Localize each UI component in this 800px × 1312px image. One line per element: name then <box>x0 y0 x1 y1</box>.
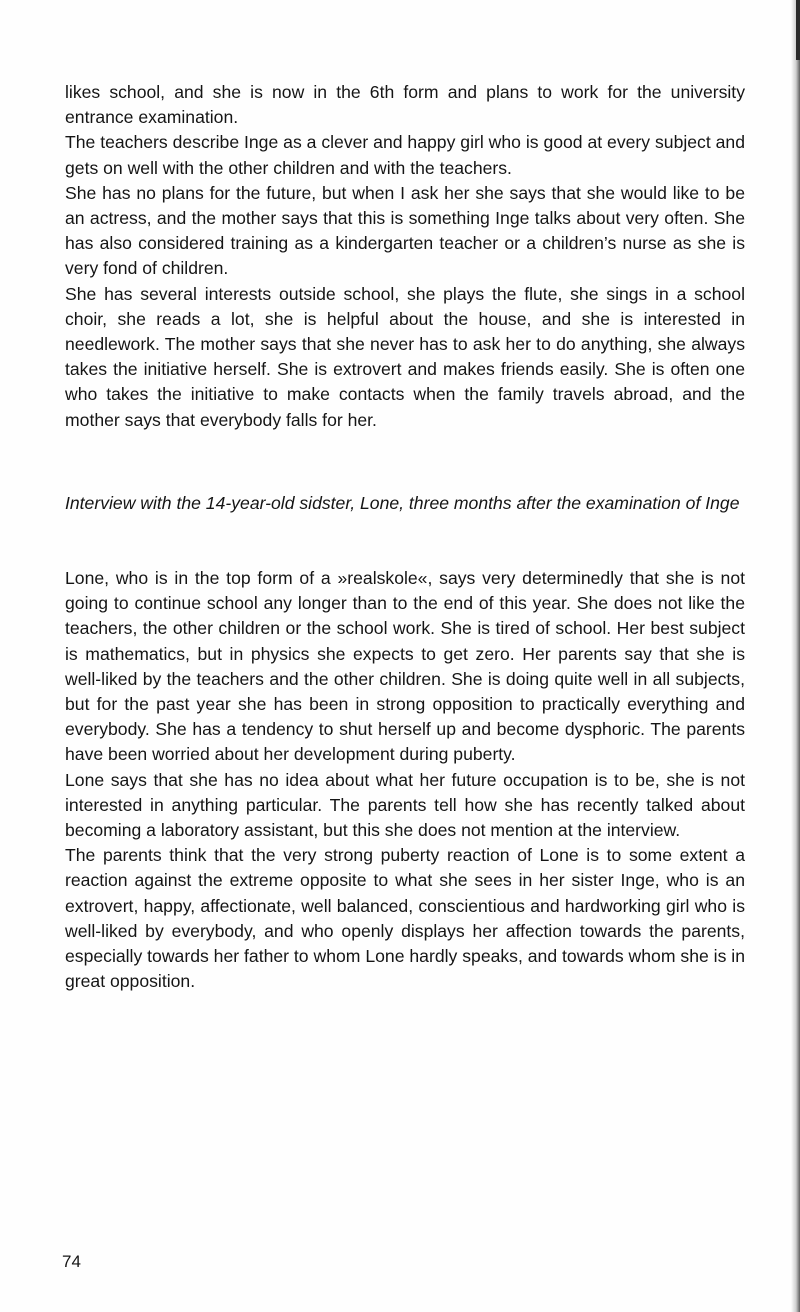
paragraph: The parents think that the very strong puberty reaction of Lone is to some extent a reaction against the extreme opposite to what she sees in her sister Inge, who is an extrovert, happy, affectionate, well balanced, conscientious and hardworking girl who is well-liked by everybody, and who openly displays her affection towards the parents, especially towards her father to whom Lone hardly speaks, and towards whom she is in great opposition. <box>65 845 745 992</box>
section-heading: Interview with the 14-year-old sidster, Lone, three months after the examination of Inge <box>65 493 740 513</box>
body-text-section-1 <box>65 80 745 433</box>
body-text-section-2 <box>65 566 745 994</box>
paragraph: The teachers describe Inge as a clever and happy girl who is good at every subject and gets on well with the other children and with the teachers. <box>65 132 745 178</box>
page-edge-mark <box>796 0 800 60</box>
paragraph: Lone, who is in the top form of a »realskole«, says very determinedly that she is not going to continue school any longer than to the end of this year. She does not like the teachers, the other children or the school work. She is tired of school. Her best subject is mathematics, but in physics she expects to get zero. Her parents say that she is well-liked by the teachers and the other children. She is doing quite well in all subjects, but for the past year she has been in strong opposition to practically everything and everybody. She has a tendency to shut herself up and become dysphoric. The parents have been worried about her development during puberty. <box>65 568 745 765</box>
paragraph: She has several interests outside school, she plays the flute, she sings in a school choir, she reads a lot, she is helpful about the house, and she is interested in needlework. The mother says that she never has to ask her to do anything, she always takes the initiative herself. She is extrovert and makes friends easily. She is often one who takes the initiative to make contacts when the family travels abroad, and the mother says that everybody falls for her. <box>65 283 745 430</box>
paragraph: Lone says that she has no idea about what her future occupation is to be, she is not interested in anything particular. The parents tell how she has recently talked about becoming a laboratory assistant, but this she does not mention at the interview. <box>65 769 745 841</box>
page-number: 74 <box>62 1252 81 1271</box>
page-edge-shadow <box>791 0 800 1312</box>
paragraph: likes school, and she is now in the 6th form and plans to work for the university entrance examination. <box>65 82 745 128</box>
paragraph: She has no plans for the future, but when I ask her she says that she would like to be an actress, and the mother says that this is something Inge talks about very often. She has also considered training as a kindergarten teacher or a children’s nurse as she is very fond of children. <box>65 182 745 279</box>
